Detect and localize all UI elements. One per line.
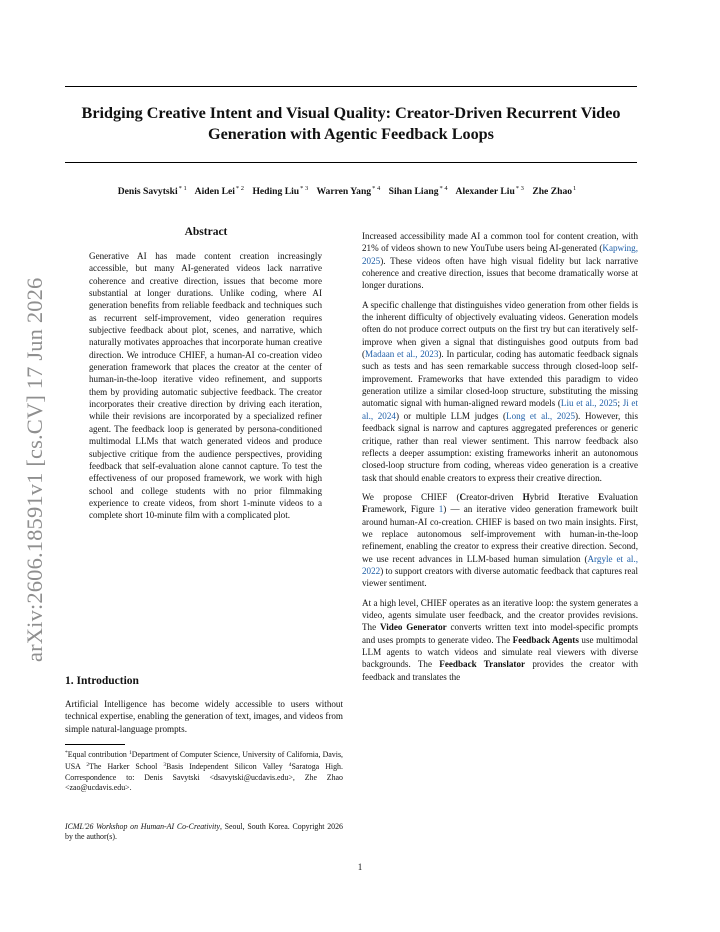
text-run: ) — an iterative video generation framework built around human-AI co-creation. CHIEF is based on two main insights. First, we replace autonomous self-improvement with human-in-the-loop refinement, enabling the creator to express their creative direction. Second, we use recent advances in LLM-based human simulation (: [362, 504, 638, 564]
author-name: Alexander Liu: [455, 186, 515, 197]
text-run: ;: [617, 398, 623, 409]
citation-link[interactable]: Madaan et al., 2023: [365, 349, 439, 360]
text-run: ramework, Figure: [367, 504, 439, 515]
citation-link[interactable]: Kapwing, 2025: [362, 243, 638, 266]
acronym-letter: F: [362, 504, 368, 515]
text-run: ). These videos often have high visual fidelity but lack narrative coherence and creative direction, issues that become dramatically worse at longer durations.: [362, 255, 638, 291]
footnote-affil-2: The Harker School: [89, 762, 158, 772]
author-name: Zhe Zhao: [532, 186, 573, 197]
author-mark: * 3: [515, 185, 524, 192]
citation-link[interactable]: Long et al., 2025: [506, 410, 576, 421]
footnote-affil-4: Saratoga High.: [291, 762, 343, 772]
text-run: converts written text into model-specific prompts and uses prompts to generate video. The: [362, 622, 638, 645]
component-name: Feedback Translator: [439, 659, 526, 670]
text-run: A specific challenge that distinguishes video generation from other fields is the inherent difficulty of objectively evaluating videos. Generation models often do not produce correct outputs on the first try but can iteratively self-improve when given a signal that distinguishes good outputs from bad (: [362, 299, 638, 360]
text-run: terative: [561, 491, 599, 502]
acronym-letter: E: [598, 491, 605, 502]
text-run: valuation: [604, 491, 638, 502]
text-run: provides the creator with feedback and translates the: [362, 659, 639, 682]
citation-link[interactable]: Liu et al., 2025: [560, 398, 618, 409]
author-name: Sihan Liang: [388, 186, 439, 197]
acronym-letter: H: [522, 491, 530, 502]
title-rule-bottom: [65, 162, 637, 163]
footnote-equal: Equal contribution: [67, 750, 127, 759]
text-run: ybrid: [529, 491, 559, 502]
venue-name: ICML'26 Workshop on Human-AI Co-Creativity: [65, 822, 220, 831]
title-line-2: Generation with Agentic Feedback Loops: [208, 125, 494, 143]
footnote-rule: [65, 744, 125, 745]
venue-note: [65, 822, 343, 843]
author-list: [40, 185, 660, 197]
paragraph: [362, 491, 638, 590]
citation-link[interactable]: Argyle et al., 2022: [362, 553, 639, 576]
author-mark: * 4: [439, 185, 448, 192]
venue-details: , Seoul, South Korea. Copyright 2026 by the author(s).: [65, 822, 344, 842]
text-run: ). However, this feedback signal is narrow and captures aggregated preferences or generic critique, rather than real viewer sentiment. This narrow feedback also reflects a deeper assumption: existing frameworks inherit an autonomous closed-loop structure from coding, whereas video generation is a creative task that should enable creators to express their creative direction.: [362, 410, 638, 483]
intro-paragraph: Artificial Intelligence has become widely accessible to users without technical expertise, enabling the generation of text, images, and videos from simple natural-language prompts.: [65, 699, 343, 734]
author-mark: * 4: [372, 185, 381, 192]
text-run: reator-driven: [466, 491, 523, 502]
text-run: Increased accessibility made AI a common tool for content creation, with 21% of videos shown to new YouTube users being AI-generated (: [362, 231, 638, 254]
footnote-affil-1: Department of Computer Science, University of California, Davis, USA: [65, 750, 343, 772]
footnote: *Equal contribution $^1$Department of Computer Science, University of California, Davis, USA $^2$The Harker School $^3$Basis Independent Silicon Valley $^4$Saratoga High. Correspondence to: Denis Savytski <dsavytski@ucdavis.edu>, Zhe Zhao <zao@ucdavis.edu>.: [65, 750, 343, 793]
abstract-heading: Abstract: [184, 226, 228, 238]
citation-link[interactable]: Ji et al., 2024: [362, 398, 638, 421]
footnote-correspondence: Correspondence to: Denis Savytski <dsavytski@ucdavis.edu>, Zhe Zhao <zao@ucdavis.edu>.: [65, 772, 343, 793]
title-rule-top: [65, 86, 637, 87]
author-name: Denis Savytski: [117, 186, 178, 197]
author-name: Aiden Lei: [194, 186, 235, 197]
author-name: Heding Liu: [252, 186, 300, 197]
author-mark: * 2: [235, 185, 245, 192]
figure-link[interactable]: 1: [438, 504, 444, 515]
footnote-affil-3: Basis Independent Silicon Valley: [166, 762, 283, 772]
text-run: We propose CHIEF (: [362, 491, 460, 502]
paper-title: [65, 103, 637, 145]
paragraph: [362, 230, 638, 292]
text-run: use multimodal LLM agents to watch videos and simulate real viewers with diverse backgrounds. The: [362, 634, 638, 670]
component-name: Feedback Agents: [512, 634, 579, 645]
acronym-letter: I: [558, 491, 562, 502]
text-run: ) to support creators with diverse automatic feedback that captures real viewer sentiment.: [362, 565, 638, 589]
author-mark: * 1: [178, 185, 187, 192]
author-mark: * 3: [300, 185, 309, 192]
author-name: Warren Yang: [316, 186, 372, 197]
section-heading-introduction: 1. Introduction: [65, 675, 139, 687]
author-mark: 1: [573, 185, 577, 192]
text-run: ) or multiple LLM judges (: [395, 410, 507, 421]
title-line-1: Bridging Creative Intent and Visual Quality: Creator-Driven Recurrent Video: [81, 104, 621, 122]
paragraph: [362, 299, 638, 484]
text-run: At a high level, CHIEF operates as an iterative loop: the system generates a video, agents simulate user feedback, and the creator provides revisions. The: [362, 597, 638, 633]
right-column: [362, 230, 638, 690]
page-number: 1: [357, 862, 363, 872]
component-name: Video Generator: [380, 622, 447, 633]
arxiv-stamp[interactable]: arXiv:2606.18591v1 [cs.CV] 17 Jun 2026: [22, 277, 47, 662]
text-run: ). In particular, coding has automatic feedback signals such as tests and has seen remarkable success through closed-loop self-improvement. Frameworks that have extended this paradigm to video generation utilize a similar closed-loop structure, substituting the missing automatic signal with human-aligned reward models (: [362, 349, 639, 409]
paragraph: [362, 597, 638, 683]
abstract-body: Generative AI has made content creation increasingly accessible, but many AI-generated videos lack narrative coherence and creative direction, issues that become more substantial at longer durations. Unlike coding, where AI generation benefits from reliable feedback and techniques such as recurrent self-improvement, video generation requires subjective feedback about plot, scenes, and narrative, which naturally motivates approaches that incorporate human creative direction. We introduce CHIEF, a human-AI co-creation video generation framework that places the creator at the center of human-in-the-loop iterative video refinement, and supports them by providing automatic subjective feedback. The creator incorporates their creative direction by driving each iteration, while their revisions are incorporated by a specialized refiner agent. The feedback loop is generated by persona-conditioned multimodal LLMs that watch generated videos and produce subjective critique from the audience perspectives, providing feedback that self-evaluation alone cannot capture. To test the effectiveness of our proposed framework, we work with high school and college students with no prior filmmaking experience to create videos, from short 1-minute videos to a complete short 10-minute film with a complicated plot.: [89, 251, 322, 521]
acronym-letter: C: [459, 491, 467, 502]
